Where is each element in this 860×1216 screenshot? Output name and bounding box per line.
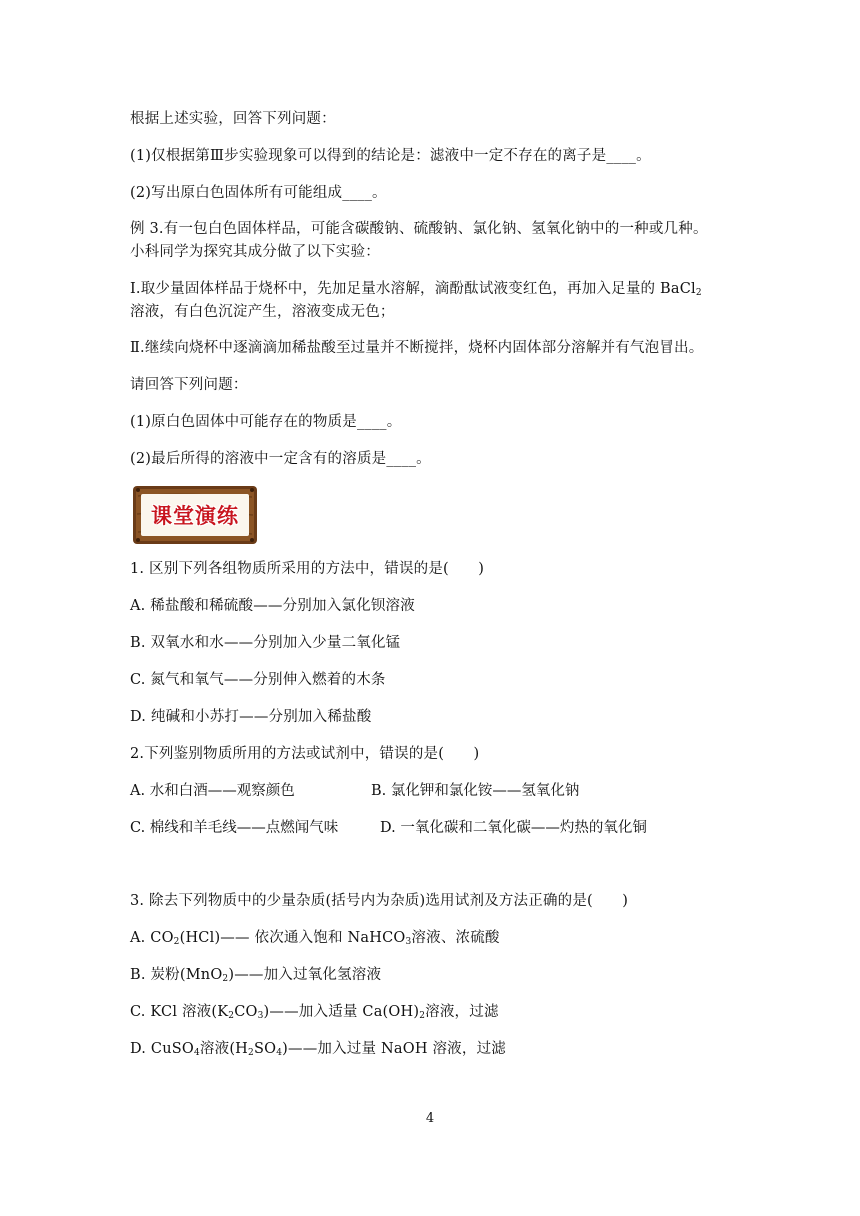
option-text: D. CuSO bbox=[130, 1041, 194, 1057]
example-3-line-1: 例 3.有一包白色固体样品，可能含碳酸钠、硫酸钠、氯化钠、氢氧化钠中的一种或几种。 bbox=[130, 221, 708, 237]
problem-2-option-a: A. 水和白酒——观察颜色 bbox=[130, 783, 295, 799]
subscript: 2 bbox=[222, 974, 229, 984]
problem-1-option-c: C. 氮气和氧气——分别伸入燃着的木条 bbox=[130, 672, 386, 688]
problem-3-option-b bbox=[130, 966, 381, 984]
subscript: 2 bbox=[248, 1048, 254, 1058]
option-text: 溶液(H bbox=[199, 1041, 249, 1057]
problem-1-option-a: A. 稀盐酸和稀硫酸——分别加入氯化钡溶液 bbox=[130, 598, 415, 614]
example-3-step-1-line-1 bbox=[130, 280, 702, 298]
example-3-line-2: 小科同学为探究其成分做了以下实验： bbox=[130, 244, 380, 260]
classroom-practice-badge bbox=[132, 484, 258, 546]
step-1-text: Ⅰ.取少量固体样品于烧杯中，先加足量水溶解，滴酚酞试液变红色，再加入足量的 BaCl bbox=[130, 281, 696, 297]
example-3-question-2: (2)最后所得的溶液中一定含有的溶质是____。 bbox=[130, 451, 431, 467]
example-3-ask: 请回答下列问题： bbox=[130, 377, 248, 393]
subscript: 3 bbox=[257, 1011, 264, 1021]
problem-3-option-d bbox=[130, 1040, 506, 1058]
badge-label: 课堂演练 bbox=[151, 504, 239, 528]
option-text: )——加入适量 Ca(OH) bbox=[263, 1004, 420, 1020]
problem-3-option-c bbox=[130, 1003, 499, 1021]
problem-2-option-d: D. 一氧化碳和二氧化碳——灼热的氧化铜 bbox=[380, 820, 647, 836]
option-text: (HCl)—— 依次通入饱和 NaHCO bbox=[179, 930, 406, 946]
example-3-step-1-line-2: 溶液，有白色沉淀产生，溶液变成无色； bbox=[130, 304, 395, 320]
example-3-step-2: Ⅱ.继续向烧杯中逐滴滴加稀盐酸至过量并不断搅拌，烧杯内固体部分溶解并有气泡冒出。 bbox=[130, 340, 704, 356]
option-text: A. CO bbox=[130, 930, 174, 946]
option-text: )——加入过量 NaOH 溶液，过滤 bbox=[282, 1041, 506, 1057]
subscript: 2 bbox=[695, 288, 702, 298]
problem-2-option-c: C. 棉线和羊毛线——点燃闻气味 bbox=[130, 820, 339, 836]
problem-3-stem: 3. 除去下列物质中的少量杂质(括号内为杂质)选用试剂及方法正确的是( ) bbox=[130, 893, 629, 909]
subscript: 4 bbox=[276, 1048, 283, 1058]
subscript: 2 bbox=[173, 937, 180, 947]
option-text: 溶液，过滤 bbox=[425, 1004, 499, 1020]
problem-1-option-d: D. 纯碱和小苏打——分别加入稀盐酸 bbox=[130, 709, 372, 725]
subscript: 4 bbox=[193, 1048, 200, 1058]
question-2-text: (2)写出原白色固体所有可能组成____。 bbox=[130, 185, 387, 201]
intro-text: 根据上述实验，回答下列问题： bbox=[130, 111, 336, 127]
subscript: 3 bbox=[405, 937, 412, 947]
page-number: 4 bbox=[425, 1111, 435, 1126]
option-text: CO bbox=[234, 1004, 258, 1020]
subscript: 2 bbox=[419, 1011, 426, 1021]
option-text: )——加入过氧化氢溶液 bbox=[228, 967, 382, 983]
problem-1-stem: 1. 区别下列各组物质所采用的方法中，错误的是( ) bbox=[130, 561, 485, 577]
option-text: C. KCl 溶液(K bbox=[130, 1004, 229, 1020]
option-text: B. 炭粉(MnO bbox=[130, 967, 223, 983]
question-1-text: (1)仅根据第Ⅲ步实验现象可以得到的结论是：滤液中一定不存在的离子是____。 bbox=[130, 148, 651, 164]
problem-2-stem: 2.下列鉴别物质所用的方法或试剂中，错误的是( ) bbox=[130, 746, 480, 762]
problem-3-option-a bbox=[130, 929, 500, 947]
problem-1-option-b: B. 双氧水和水——分别加入少量二氧化锰 bbox=[130, 635, 401, 651]
option-text: 溶液、浓硫酸 bbox=[411, 930, 500, 946]
subscript: 2 bbox=[228, 1011, 235, 1021]
example-3-question-1: (1)原白色固体中可能存在的物质是____。 bbox=[130, 414, 402, 430]
option-text: SO bbox=[253, 1041, 277, 1057]
problem-2-option-b: B. 氯化钾和氯化铵——氢氧化钠 bbox=[371, 783, 580, 799]
